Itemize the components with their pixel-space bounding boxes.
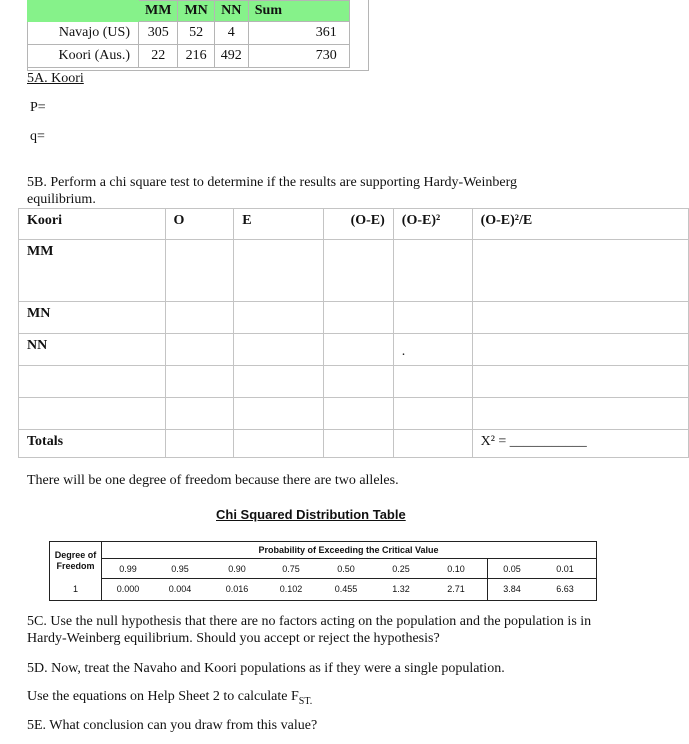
work-cell (323, 302, 393, 334)
header-o-minus-e-squared-over-e: (O-E)²/E (472, 209, 688, 240)
probability-cell: 0.95 (171, 564, 189, 574)
p-label: P= (30, 100, 46, 115)
degree-of-freedom-note: There will be one degree of freedom because there are two alleles. (27, 473, 399, 488)
cell: 305 (139, 22, 178, 45)
work-cell (472, 240, 688, 302)
header-koori: Koori (19, 209, 166, 240)
work-cell (165, 302, 234, 334)
chi-square-total: X² = ___________ (472, 430, 688, 458)
work-cell (323, 366, 393, 398)
critical-value-cell: 2.71 (447, 584, 465, 594)
header-o-minus-e: (O-E) (323, 209, 393, 240)
header-blank (28, 1, 139, 22)
row-label-navajo: Navajo (US) (28, 22, 139, 45)
probability-cell: 0.10 (447, 564, 465, 574)
probability-cell: 0.99 (119, 564, 137, 574)
q5b-prompt: 5B. Perform a chi square test to determine if the results are supporting Hardy-Weinberg equilibrium. (27, 175, 518, 207)
probability-cell: 0.05 (503, 564, 521, 574)
dof-value: 1 (72, 584, 78, 594)
cell: 4 (214, 22, 248, 45)
cell: 492 (214, 45, 248, 68)
table-row (28, 22, 350, 45)
help-sheet-instruction (27, 688, 312, 710)
header-mn: MN (178, 1, 214, 22)
probability-cell: 0.50 (337, 564, 355, 574)
q5e-prompt: 5E. What conclusion can you draw from this value? (27, 718, 318, 733)
work-cell (472, 302, 688, 334)
work-cell (393, 430, 472, 458)
critical-value-cell: 1.32 (392, 584, 410, 594)
probability-cell: 0.25 (392, 564, 410, 574)
work-cell (234, 302, 324, 334)
row-label-blank-2 (19, 398, 166, 430)
header-e: E (234, 209, 324, 240)
table-row (19, 302, 689, 334)
distribution-table-title: Chi Squared Distribution Table (216, 507, 406, 522)
chi-square-work-table (18, 208, 689, 458)
work-cell (472, 334, 688, 366)
critical-value-cell: 0.016 (225, 584, 249, 594)
table-row (19, 430, 689, 458)
work-cell (323, 398, 393, 430)
row-label-koori: Koori (Aus.) (28, 45, 139, 68)
totals-label: Totals (19, 430, 166, 458)
work-table-header (19, 209, 689, 240)
critical-value-cell: 3.84 (503, 584, 521, 594)
table-row (19, 334, 689, 366)
work-cell (472, 398, 688, 430)
work-cell (234, 240, 324, 302)
header-o-minus-e-squared: (O-E)² (393, 209, 472, 240)
critical-value-cell: 0.455 (334, 584, 358, 594)
cell: 52 (178, 22, 214, 45)
work-cell (393, 366, 472, 398)
q5a-heading: 5A. Koori (27, 71, 84, 86)
work-cell (165, 334, 234, 366)
genotype-table (27, 0, 350, 68)
work-cell (165, 366, 234, 398)
dof-header (50, 550, 101, 572)
header-sum: Sum (248, 1, 349, 22)
work-cell (323, 240, 393, 302)
work-cell (393, 302, 472, 334)
cell: 730 (248, 45, 349, 68)
table-row (19, 366, 689, 398)
critical-value-cell: 0.102 (279, 584, 303, 594)
row-label-nn: NN (19, 334, 166, 366)
header-nn: NN (214, 1, 248, 22)
critical-value-cell: 0.000 (116, 584, 140, 594)
dof-header-line-1: Degree of (54, 550, 97, 560)
work-cell (393, 398, 472, 430)
work-cell (323, 334, 393, 366)
table-row (28, 45, 350, 68)
help-sheet-text: Use the equations on Help Sheet 2 to calculate F (27, 689, 299, 704)
nn-dot: . (393, 334, 472, 366)
probability-cell: 0.90 (228, 564, 246, 574)
critical-value-cell: 0.004 (168, 584, 192, 594)
q5c-prompt: 5C. Use the null hypothesis that there are no factors acting on the population and the population is in Hardy-Weinberg equilibrium. Should you accept or reject the hypothesis? (27, 614, 592, 646)
work-cell (472, 366, 688, 398)
work-cell (165, 430, 234, 458)
chi-distribution-table (49, 541, 597, 601)
work-cell (234, 334, 324, 366)
probability-cell: 0.75 (282, 564, 300, 574)
critical-value-cell: 6.63 (556, 584, 574, 594)
work-cell (234, 366, 324, 398)
probability-header: Probability of Exceeding the Critical Value (258, 545, 439, 555)
fst-subscript: ST. (298, 695, 313, 707)
work-cell (234, 398, 324, 430)
cell: 22 (139, 45, 178, 68)
work-cell (234, 430, 324, 458)
cell: 216 (178, 45, 214, 68)
work-cell (323, 430, 393, 458)
q-label: q= (30, 129, 45, 144)
header-mm: MM (139, 1, 178, 22)
probability-cell: 0.01 (556, 564, 574, 574)
table-row (19, 240, 689, 302)
cell: 361 (248, 22, 349, 45)
q5d-prompt: 5D. Now, treat the Navaho and Koori populations as if they were a single population. (27, 661, 505, 676)
dof-header-line-2: Freedom (56, 561, 95, 571)
row-label-mn: MN (19, 302, 166, 334)
header-o: O (165, 209, 234, 240)
row-label-blank-1 (19, 366, 166, 398)
work-cell (165, 398, 234, 430)
genotype-table-header (28, 1, 350, 22)
work-cell (393, 240, 472, 302)
work-cell (165, 240, 234, 302)
row-label-mm: MM (19, 240, 166, 302)
table-row (19, 398, 689, 430)
